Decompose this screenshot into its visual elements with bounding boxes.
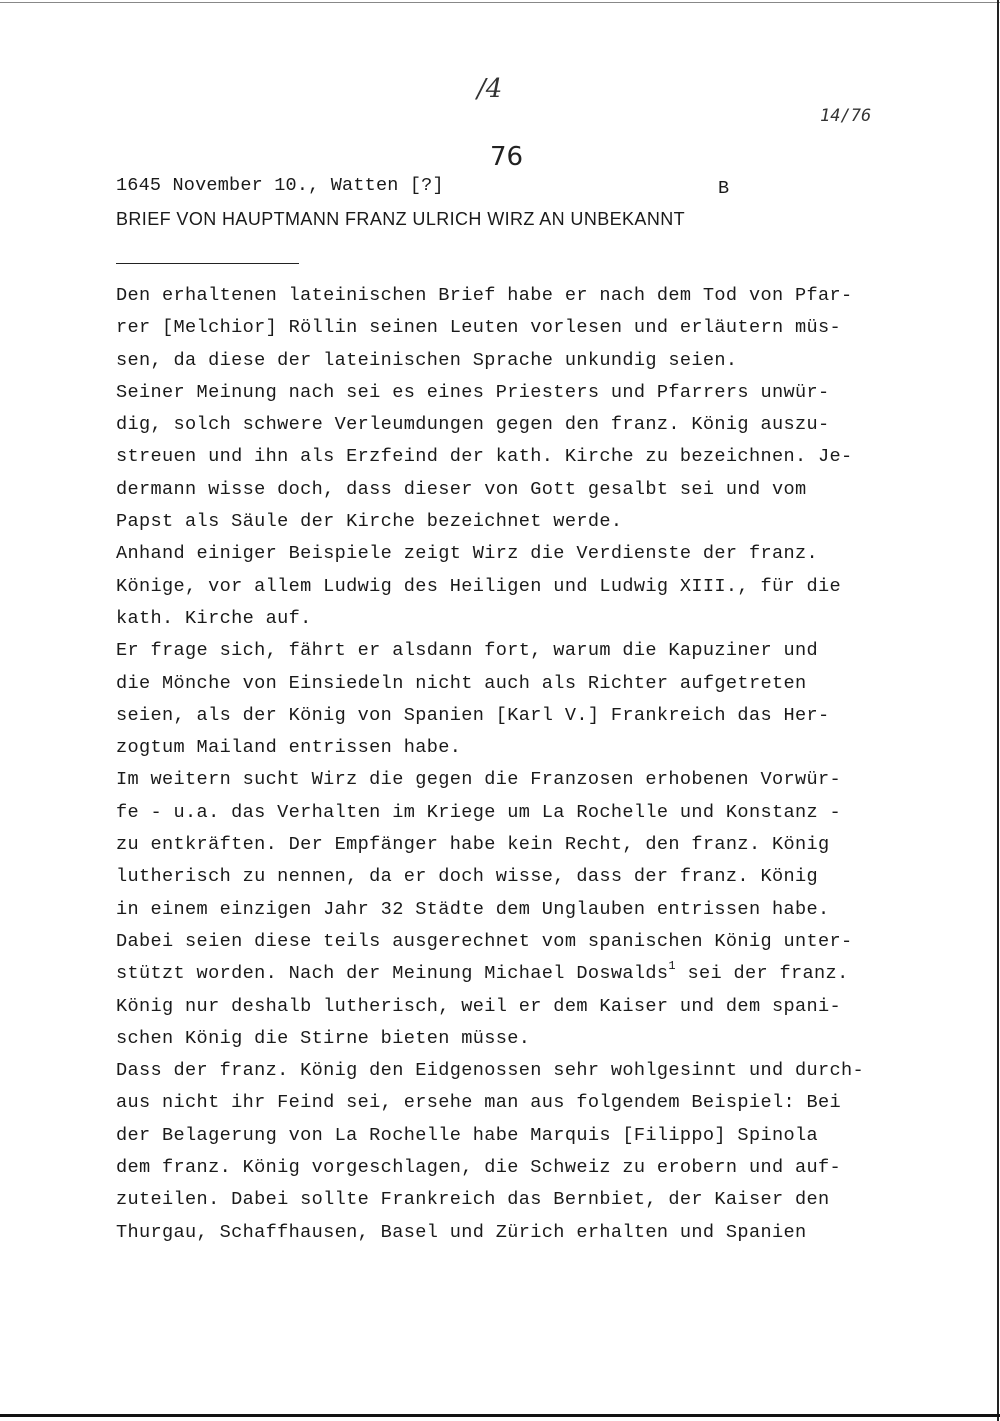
text-segment: sei der franz.: [675, 963, 849, 985]
page-edge-top: [0, 2, 1000, 3]
text-line: streuen und ihn als Erzfeind der kath. Kirche zu bezeichnen. Je-: [116, 446, 853, 468]
body-text: [116, 280, 896, 1249]
text-line: kath. Kirche auf.: [116, 607, 312, 629]
text-line: zogtum Mailand entrissen habe.: [116, 737, 462, 759]
reference-number: 14/76: [820, 106, 872, 126]
footnote-marker: 1: [668, 959, 676, 974]
text-line: Thurgau, Schaffhausen, Basel und Zürich erhalten und Spanien: [116, 1221, 807, 1243]
text-line: schen König die Stirne bieten müsse.: [116, 1027, 531, 1049]
document-title: BRIEF VON HAUPTMANN FRANZ ULRICH WIRZ AN UNBEKANNT: [116, 209, 686, 229]
text-line: Anhand einiger Beispiele zeigt Wirz die Verdienste der franz.: [116, 543, 818, 565]
text-line: zu entkräften. Der Empfänger habe kein Recht, den franz. König: [116, 834, 830, 856]
text-line: König nur deshalb lutherisch, weil er dem Kaiser und dem spani-: [116, 995, 842, 1017]
text-line: dermann wisse doch, dass dieser von Gott gesalbt sei und vom: [116, 478, 807, 500]
text-line: Papst als Säule der Kirche bezeichnet werde.: [116, 511, 623, 533]
text-line: Könige, vor allem Ludwig des Heiligen und Ludwig XIII., für die: [116, 575, 842, 597]
text-line: Den erhaltenen lateinischen Brief habe er nach dem Tod von Pfar-: [116, 285, 853, 306]
text-line: Im weitern sucht Wirz die gegen die Franzosen erhobenen Vorwür-: [116, 769, 842, 791]
text-line: Seiner Meinung nach sei es eines Priesters und Pfarrers unwür-: [116, 381, 830, 403]
text-line: Dass der franz. König den Eidgenossen sehr wohlgesinnt und durch-: [116, 1060, 865, 1082]
text-line: fe - u.a. das Verhalten im Kriege um La Rochelle und Konstanz -: [116, 801, 842, 823]
page-edge-right: [997, 0, 999, 1421]
date-line: 1645 November 10., Watten [?]: [116, 175, 444, 196]
text-line: in einem einzigen Jahr 32 Städte dem Unglauben entrissen habe.: [116, 898, 830, 920]
text-line: zuteilen. Dabei sollte Frankreich das Bernbiet, der Kaiser den: [116, 1189, 830, 1211]
text-line: der Belagerung von La Rochelle habe Marquis [Filippo] Spinola: [116, 1124, 818, 1146]
text-line: dem franz. König vorgeschlagen, die Schweiz zu erobern und auf-: [116, 1157, 842, 1179]
text-line: Er frage sich, fährt er alsdann fort, warum die Kapuziner und: [116, 640, 818, 662]
text-line: Dabei seien diese teils ausgerechnet vom spanischen König unter-: [116, 930, 853, 952]
text-line: seien, als der König von Spanien [Karl V.] Frankreich das Her-: [116, 704, 830, 726]
text-line-with-footnote: [116, 958, 896, 990]
document-letter: B: [718, 178, 730, 199]
text-line: aus nicht ihr Feind sei, ersehe man aus folgendem Beispiel: Bei: [116, 1092, 842, 1114]
text-line: rer [Melchior] Röllin seinen Leuten vorlesen und erläutern müs-: [116, 317, 842, 339]
title-rule: [116, 263, 299, 264]
text-line: dig, solch schwere Verleumdungen gegen den franz. König auszu-: [116, 414, 830, 436]
page-number: 76: [490, 142, 524, 172]
text-line: die Mönche von Einsiedeln nicht auch als Richter aufgetreten: [116, 672, 807, 694]
handwritten-mark: /4: [477, 74, 503, 104]
text-line: sen, da diese der lateinischen Sprache unkundig seien.: [116, 349, 738, 371]
text-line: lutherisch zu nennen, da er doch wisse, dass der franz. König: [116, 866, 818, 888]
page-edge-bottom: [0, 1414, 1000, 1417]
text-segment: stützt worden. Nach der Meinung Michael Doswalds: [116, 963, 669, 985]
